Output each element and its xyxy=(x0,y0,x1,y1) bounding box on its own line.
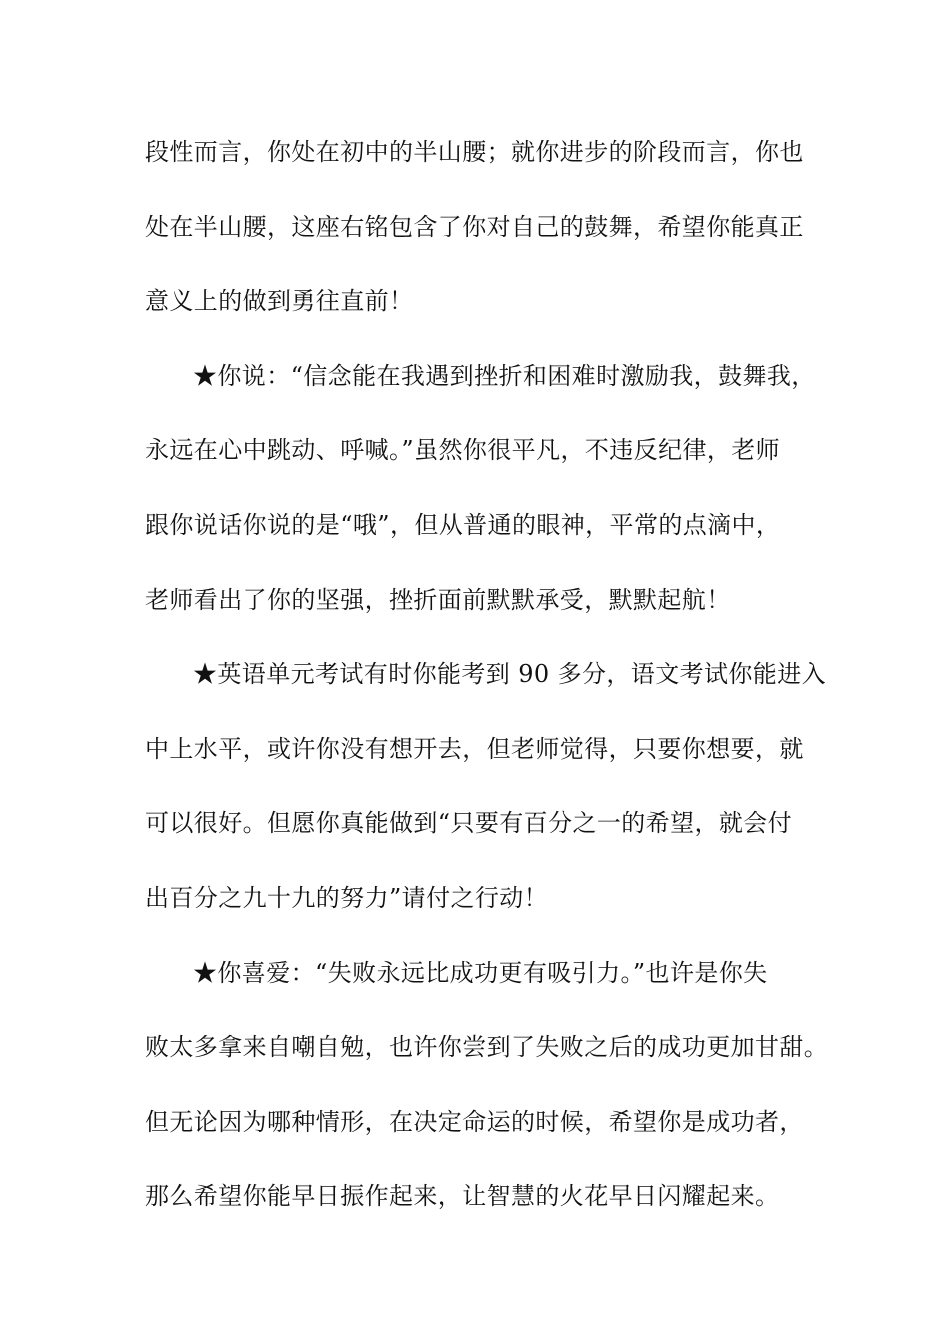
text-line-6: 跟你说话你说的是“哦”，但从普通的眼神，平常的点滴中， xyxy=(145,510,781,539)
document-body xyxy=(145,129,835,1248)
text-line-13: 败太多拿来自嘲自勉，也许你尝到了失败之后的成功更加甘甜。 xyxy=(145,1033,829,1062)
text-line-14: 但无论因为哪种情形，在决定命运的时候，希望你是成功者， xyxy=(145,1107,804,1136)
text-line-1: 段性而言，你处在初中的半山腰；就你进步的阶段而言，你也 xyxy=(145,138,804,166)
text-line-3: 意义上的做到勇往直前！ xyxy=(145,287,414,316)
text-line-10: 可以很好。但愿你真能做到“只要有百分之一的希望，就会付 xyxy=(145,809,793,838)
text-line-9: 中上水平，或许你没有想开去，但老师觉得，只要你想要，就 xyxy=(145,734,804,763)
text-line-7: 老师看出了你的坚强，挫折面前默默承受，默默起航！ xyxy=(145,585,731,614)
paragraph-start-line-12: ★你喜爱：“失败永远比成功更有吸引力。”也许是你失 xyxy=(193,958,768,987)
text-line-15: 那么希望你能早日振作起来，让智慧的火花早日闪耀起来。 xyxy=(145,1182,780,1211)
text-line-5: 永远在心中跳动、呼喊。”虽然你很平凡，不违反纪律，老师 xyxy=(145,436,781,465)
text-line-2: 处在半山腰，这座右铭包含了你对自己的鼓舞，希望你能真正 xyxy=(145,212,804,241)
text-line-11: 出百分之九十九的努力”请付之行动！ xyxy=(145,883,549,912)
paragraph-start-line-8: ★英语单元考试有时你能考到 90 多分，语文考试你能进入 xyxy=(193,660,826,689)
paragraph-start-line-4: ★你说：“信念能在我遇到挫折和困难时激励我，鼓舞我， xyxy=(193,361,816,390)
